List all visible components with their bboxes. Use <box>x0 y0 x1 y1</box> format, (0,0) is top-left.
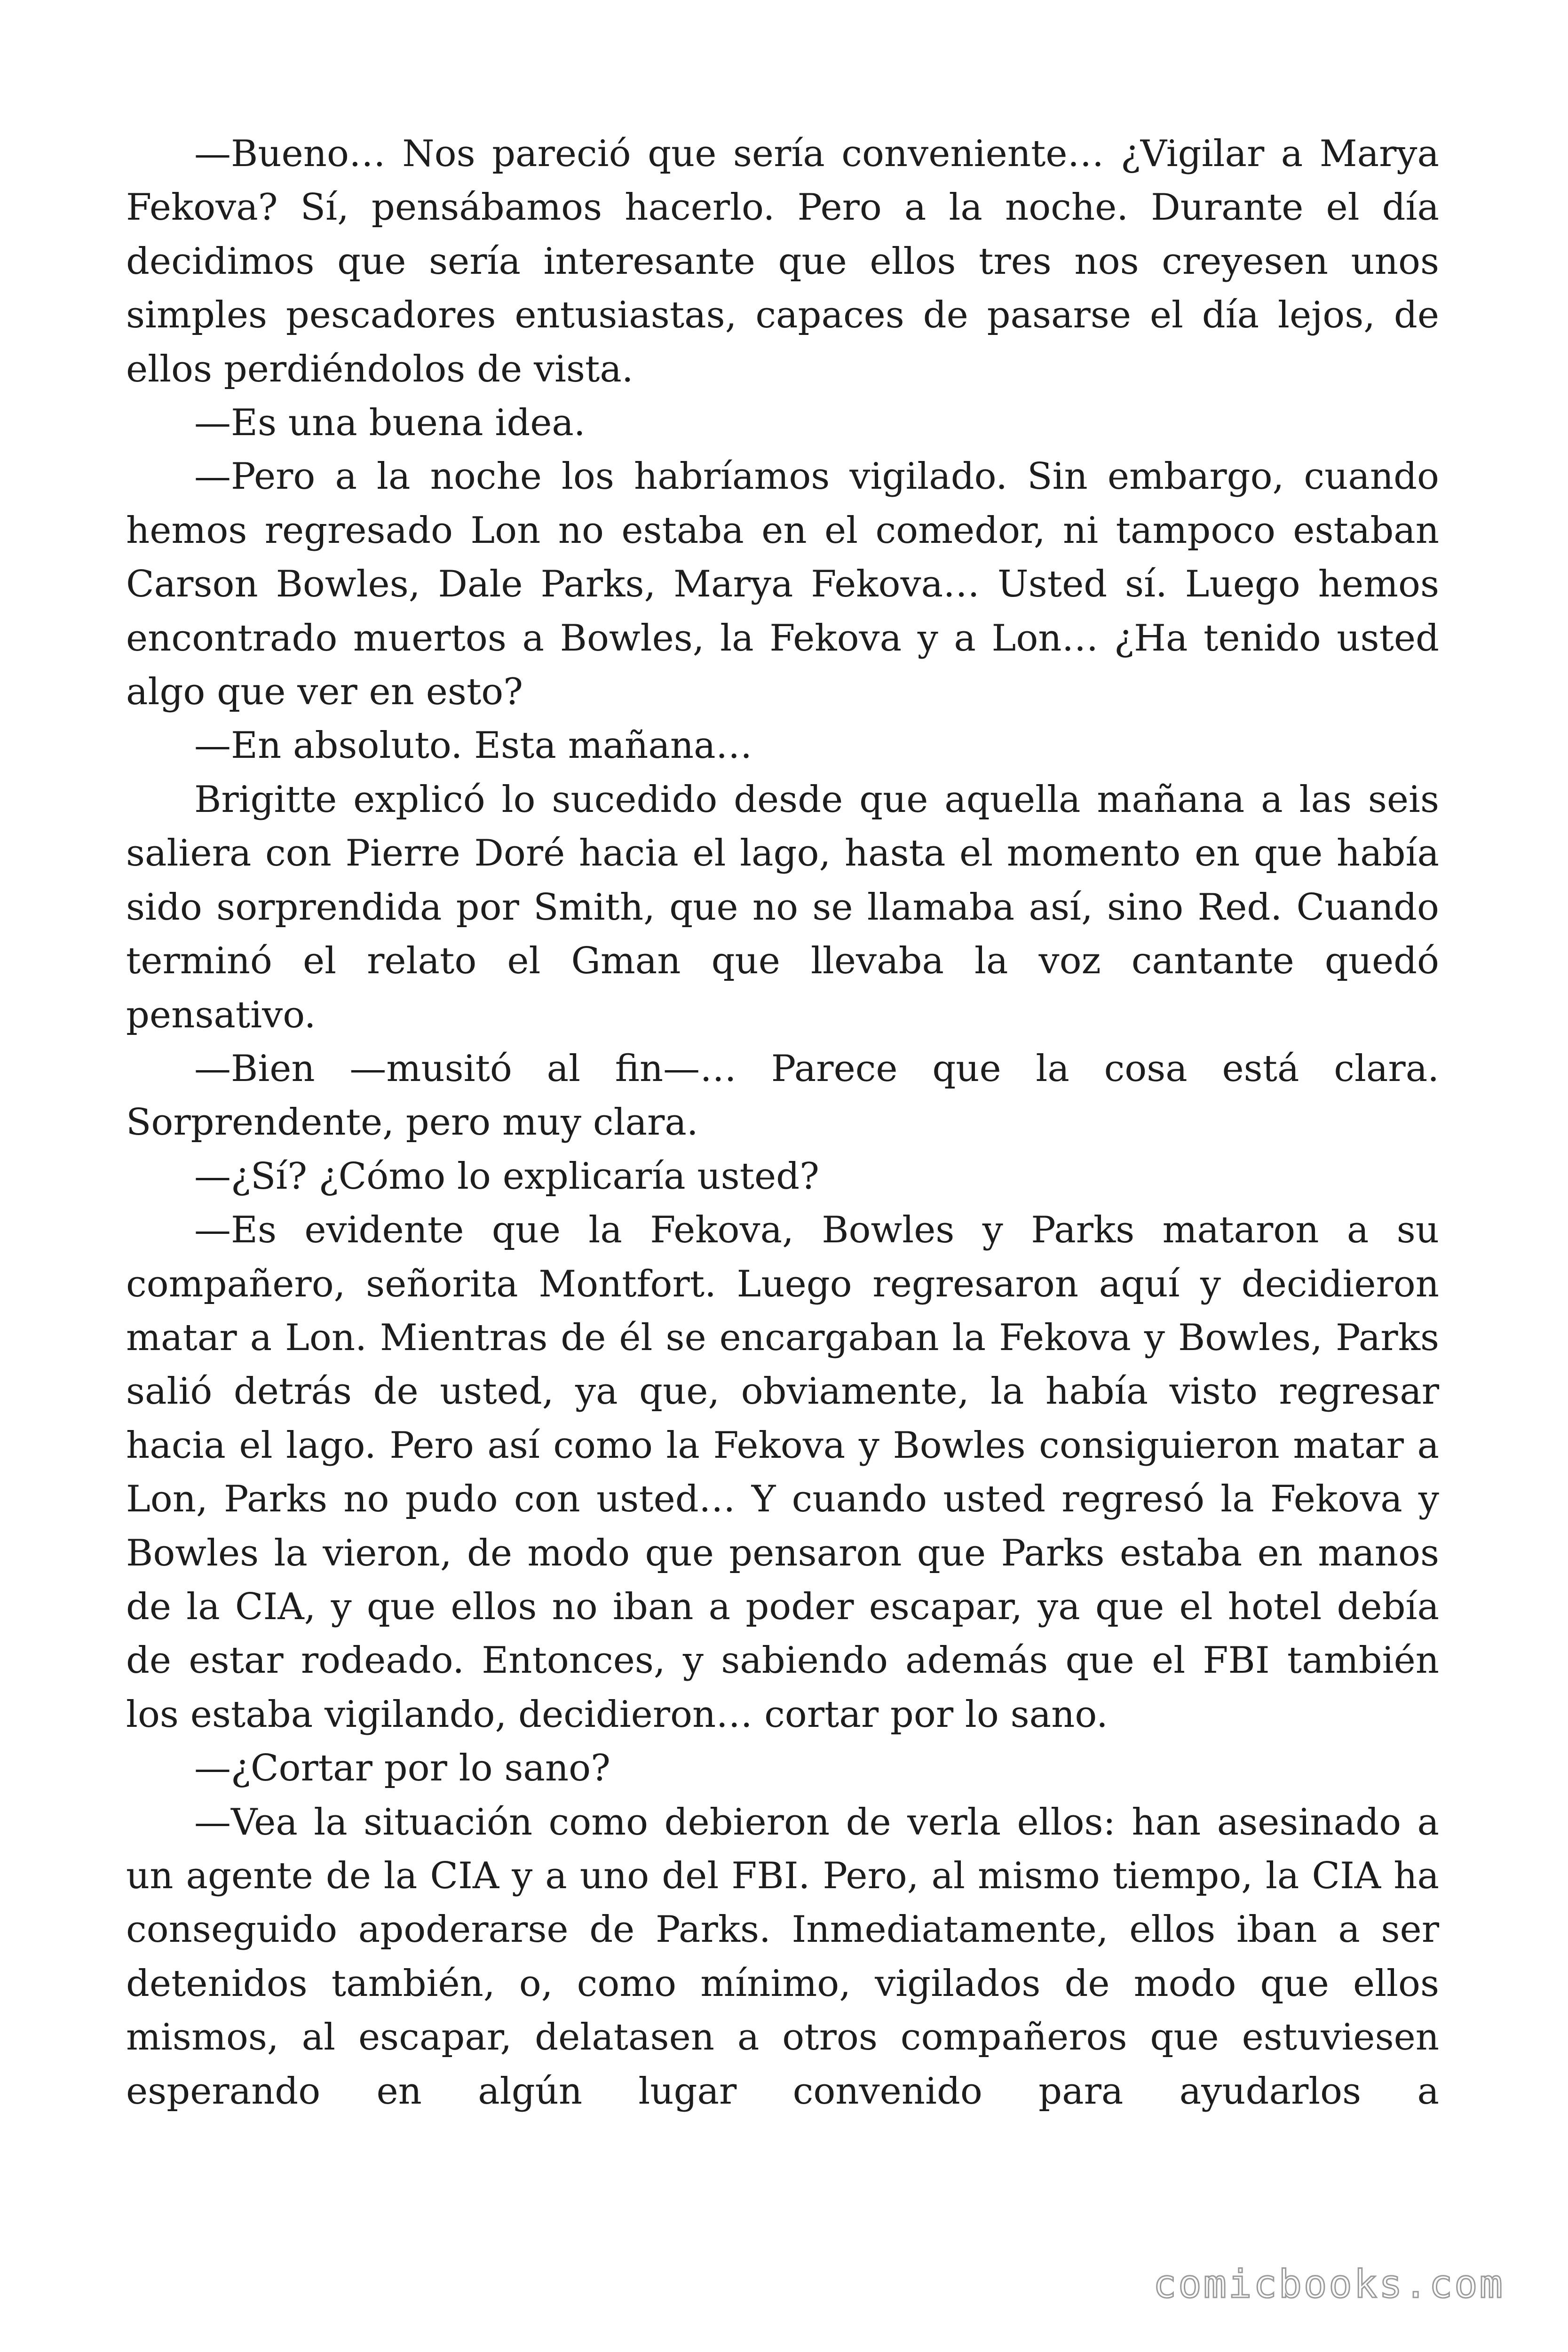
paragraph: —¿Sí? ¿Cómo lo explicaría usted? <box>194 1155 819 1198</box>
paragraph: —Bien —musitó al fin—… Parece que la cosa está clara. Sorprendente, pero muy clara. <box>126 1047 1439 1144</box>
paragraph: —¿Cortar por lo sano? <box>194 1747 610 1790</box>
paragraph: Brigitte explicó lo sucedido desde que aquella mañana a las seis saliera con Pierre Doré hacia el lago, hasta el momento en que había sido sorprendida por Smith, que no se llamaba así, sino Red. Cuando terminó el relato el Gman que llevaba la voz cantante quedó pensativo. <box>126 778 1439 1036</box>
paragraph: —Es una buena idea. <box>194 402 586 445</box>
page-body <box>126 127 1439 2118</box>
paragraph: —Vea la situación como debieron de verla ellos: han asesinado a un agente de la CIA y a uno del FBI. Pero, al mismo tiempo, la CIA ha conseguido apoderarse de Parks. Inmediatamente, ellos iban a ser detenidos también, o, como mínimo, vigilados de modo que ellos mismos, al escapar, delatasen a otros compañeros que estuviesen esperando en algún lugar convenido para ayudarlos a <box>126 1801 1439 2113</box>
paragraph: —En absoluto. Esta mañana… <box>194 724 752 767</box>
paragraph: —Pero a la noche los habríamos vigilado. Sin embargo, cuando hemos regresado Lon no estaba en el comedor, ni tampoco estaban Carson Bowles, Dale Parks, Marya Fekova… Usted sí. Luego hemos encontrado muertos a Bowles, la Fekova y a Lon… ¿Ha tenido usted algo que ver en esto? <box>126 455 1439 714</box>
watermark: comicbooks.com <box>1153 2262 1505 2307</box>
paragraph: —Es evidente que la Fekova, Bowles y Parks mataron a su compañero, señorita Montfort. Luego regresaron aquí y decidieron matar a Lon. Mientras de él se encargaban la Fekova y Bowles, Parks salió detrás de usted, ya que, obviamente, la había visto regresar hacia el lago. Pero así como la Fekova y Bowles consiguieron matar a Lon, Parks no pudo con usted… Y cuando usted regresó la Fekova y Bowles la vieron, de modo que pensaron que Parks estaba en manos de la CIA, y que ellos no iban a poder escapar, ya que el hotel debía de estar rodeado. Entonces, y sabiendo además que el FBI también los estaba vigilando, decidieron… cortar por lo sano. <box>126 1209 1439 1736</box>
paragraph: —Bueno… Nos pareció que sería conveniente… ¿Vigilar a Marya Fekova? Sí, pensábamos hacerlo. Pero a la noche. Durante el día decidimos que sería interesante que ellos tres nos creyesen unos simples pescadores entusiastas, capaces de pasarse el día lejos, de ellos perdiéndolos de vista. <box>126 133 1439 390</box>
